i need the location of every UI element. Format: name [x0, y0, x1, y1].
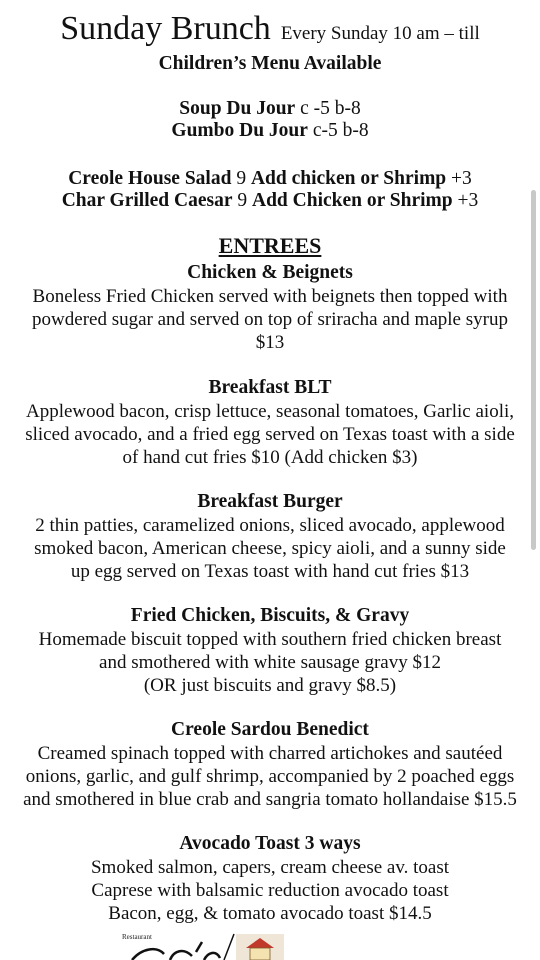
salad-name: Char Grilled Caesar — [61, 190, 233, 211]
salad-price: 9 — [237, 190, 248, 211]
entree-desc-line: Bacon, egg, & tomato avocado toast $14.5 — [108, 903, 432, 924]
entree-desc-line: sliced avocado, and a fried egg served on Texas toast with a side — [25, 424, 515, 445]
soup-item — [0, 120, 540, 142]
entree-desc-line: (OR just biscuits and gravy $8.5) — [143, 675, 397, 696]
salad-name: Creole House Salad — [68, 168, 232, 189]
restaurant-logo — [112, 930, 222, 960]
salad-price: 9 — [236, 168, 247, 189]
entrees-heading: ENTREES — [218, 233, 322, 258]
house-logo — [222, 930, 286, 960]
soup-price: c -5 b-8 — [300, 98, 361, 119]
entree-desc-line: $13 — [255, 332, 285, 353]
scrollbar[interactable] — [531, 190, 536, 550]
entree-desc-line: smoked bacon, American cheese, spicy aioli, and a sunny side — [34, 538, 506, 559]
entree-name: Avocado Toast 3 ways — [179, 833, 361, 854]
logo-small-text: Restaurant — [122, 933, 152, 941]
children-menu-note: Children’s Menu Available — [158, 53, 382, 74]
entree-name: Breakfast Burger — [197, 491, 343, 512]
salad-item — [0, 190, 540, 212]
salad-item — [0, 168, 540, 190]
soup-price: c-5 b-8 — [312, 120, 369, 141]
menu-title: Sunday Brunch — [60, 10, 271, 47]
salad-addon: Add Chicken or Shrimp — [252, 190, 453, 211]
salad-addon: Add chicken or Shrimp — [250, 168, 447, 189]
entree-name: Breakfast BLT — [208, 377, 332, 398]
entree-desc-line: Applewood bacon, crisp lettuce, seasonal tomatoes, Garlic aioli, — [25, 401, 515, 422]
salad-addon-price: +3 — [451, 168, 472, 189]
entree-desc-line: Smoked salmon, capers, cream cheese av. toast — [90, 857, 450, 878]
entrees-heading-row — [0, 235, 540, 259]
soup-name: Soup Du Jour — [179, 98, 296, 119]
soup-item — [0, 98, 540, 120]
entree-desc-line: Homemade biscuit topped with southern fried chicken breast — [38, 629, 502, 650]
entree-desc-line: onions, garlic, and gulf shrimp, accompanied by 2 poached eggs — [25, 766, 515, 787]
entree-desc-line: of hand cut fries $10 (Add chicken $3) — [122, 447, 418, 468]
entree-desc-line: Boneless Fried Chicken served with beignets then topped with — [32, 286, 508, 307]
salad-addon-price: +3 — [457, 190, 479, 211]
entree-name: Creole Sardou Benedict — [171, 719, 369, 740]
entree-desc-line: Creamed spinach topped with charred artichokes and sautéed — [37, 743, 503, 764]
entree-desc-line: powdered sugar and served on top of sriracha and maple syrup — [32, 309, 508, 330]
entree-name: Fried Chicken, Biscuits, & Gravy — [130, 605, 410, 626]
menu-title-row — [0, 10, 540, 48]
entree-desc-line: and smothered with white sausage gravy $12 — [99, 652, 441, 673]
entree-desc-line: Caprese with balsamic reduction avocado toast — [91, 880, 449, 901]
soup-name: Gumbo Du Jour — [171, 120, 308, 141]
menu-hours: Every Sunday 10 am – till — [280, 23, 480, 44]
entree-desc-line: up egg served on Texas toast with hand cut fries $13 — [70, 561, 470, 582]
entree-desc-line: 2 thin patties, caramelized onions, sliced avocado, applewood — [35, 515, 505, 536]
entree-desc-line: and smothered in blue crab and sangria tomato hollandaise $15.5 — [23, 789, 517, 810]
entree-name: Chicken & Beignets — [187, 262, 353, 283]
